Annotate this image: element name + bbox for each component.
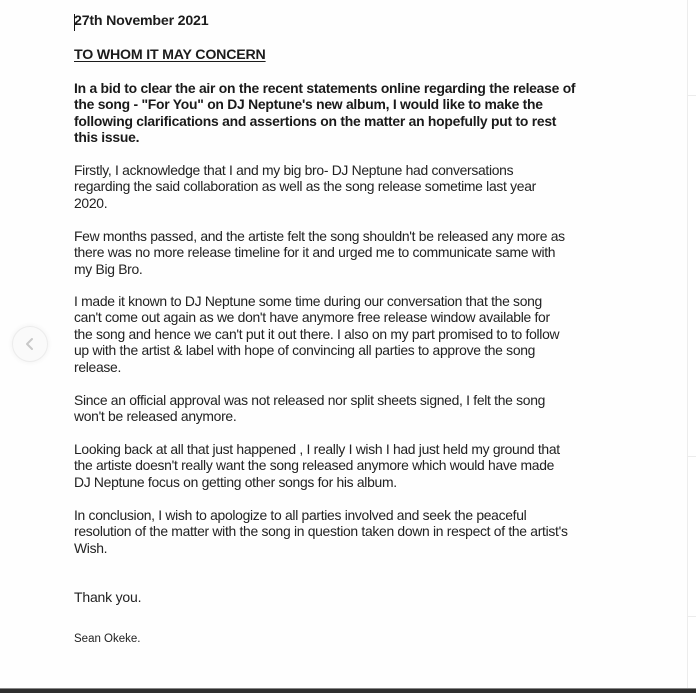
paragraph-line: won't be released anymore. <box>74 408 237 425</box>
paragraph-line: the song and hence we can't put it out there. I also on my part promised to to follow <box>74 325 560 342</box>
paragraph-firstly <box>74 162 624 211</box>
bottom-bar <box>0 688 696 693</box>
letter-signature: Sean Okeke. <box>74 633 141 645</box>
paragraph-line: Few months passed, and the artiste felt the song shouldn't be released any more as <box>74 228 565 244</box>
paragraph-line: DJ Neptune focus on getting other songs for his album. <box>74 473 397 490</box>
letter-salutation: TO WHOM IT MAY CONCERN <box>74 47 266 63</box>
side-panel-edge <box>687 0 696 688</box>
letter-closing: Thank you. <box>74 589 142 605</box>
paragraph-line: can't come out again as we don't have anymore free release window available for <box>74 309 550 326</box>
paragraph-line: up with the artist & label with hope of convincing all parties to approve the song <box>74 342 536 359</box>
letter-date: 27th November 2021 <box>74 13 209 29</box>
intro-line: In a bid to clear the air on the recent statements online regarding the release of <box>74 80 576 96</box>
intro-line: this issue. <box>74 129 140 146</box>
paragraph-few-months <box>74 228 624 277</box>
paragraph-line: 2020. <box>74 194 108 211</box>
divider <box>688 95 696 96</box>
paragraph-line: Wish. <box>74 539 108 556</box>
paragraph-since <box>74 392 624 425</box>
paragraph-line: resolution of the matter with the song in question taken down in respect of the artist's <box>74 523 568 540</box>
intro-line: following clarifications and assertions on the matter an hopefully put to rest <box>74 112 557 129</box>
paragraph-line: Looking back at all that just happened , I really I wish I had just held my ground that <box>74 441 560 457</box>
paragraph-line: release. <box>74 358 122 375</box>
paragraph-line: In conclusion, I wish to apologize to all parties involved and seek the peaceful <box>74 507 527 523</box>
paragraph-looking-back <box>74 441 624 490</box>
paragraph-line: regarding the said collaboration as well as the song release sometime last year <box>74 178 536 195</box>
paragraph-conclusion <box>74 507 624 556</box>
paragraph-line: Since an official approval was not released nor split sheets signed, I felt the song <box>74 392 546 408</box>
paragraph-line: the artiste doesn't really want the song released anymore which would have made <box>74 457 555 474</box>
paragraph-made-known <box>74 293 624 375</box>
previous-image-button[interactable] <box>12 326 48 362</box>
paragraph-line: Firstly, I acknowledge that I and my big bro- DJ Neptune had conversations <box>74 162 514 178</box>
chevron-left-icon <box>23 337 37 351</box>
paragraph-line: there was no more release timeline for it and urged me to communicate same with <box>74 244 556 261</box>
divider <box>688 456 696 457</box>
paragraph-line: my Big Bro. <box>74 260 143 277</box>
intro-paragraph <box>74 80 624 146</box>
intro-line: the song - "For You" on DJ Neptune's new album, I would like to make the <box>74 96 543 113</box>
divider <box>688 616 696 617</box>
paragraph-line: I made it known to DJ Neptune some time during our conversation that the song <box>74 293 542 309</box>
